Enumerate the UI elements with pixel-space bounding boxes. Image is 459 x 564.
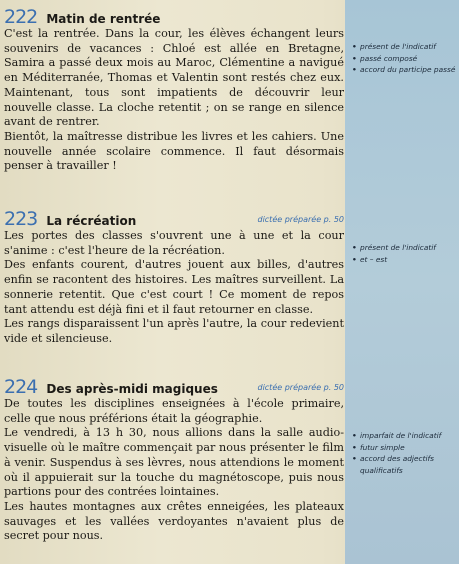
exercise-number: 222 — [4, 6, 38, 28]
grammar-notes-sidebar — [345, 0, 459, 564]
exercise-text — [4, 27, 344, 174]
paragraph: Des enfants courent, d'autres jouent aux billes, d'autres enfin se racontent des histoires. Les maîtres surveillent. La sonnerie retentit. Que c'est court ! Ce moment de repos tant attendu est déjà fini et il faut retourner en classe. — [4, 258, 344, 316]
note-item: • présent de l'indicatif — [352, 243, 436, 252]
note-item: • futur simple — [352, 442, 405, 452]
exercise-223 — [4, 208, 344, 347]
exercise-title: La récréation — [46, 214, 137, 228]
dictation-reference: dictée préparée p. 50 — [257, 383, 344, 392]
exercise-text — [4, 229, 344, 347]
exercise-223-notes — [352, 242, 456, 265]
exercise-text — [4, 397, 344, 544]
note-item: • accord des adjectifs qualificatifs — [352, 454, 434, 475]
exercise-title: Matin de rentrée — [46, 12, 161, 26]
exercise-heading — [4, 6, 344, 27]
exercise-224-notes — [352, 430, 456, 476]
exercise-224 — [4, 376, 344, 544]
paragraph: Les hautes montagnes aux crêtes enneigées, les plateaux sauvages et les vallées verdoyantes n'avaient plus de secret pour nous. — [4, 499, 344, 543]
exercise-number: 224 — [4, 376, 38, 398]
exercise-title: Des après-midi magiques — [46, 382, 218, 396]
paragraph: Les rangs disparaissent l'un après l'autre, la cour redevient vide et silencieuse. — [4, 317, 344, 345]
paragraph: Le vendredi, à 13 h 30, nous allions dans la salle audio-visuelle où le maître commençait par nous présenter le film à venir. Suspendus à ses lèvres, nous attendions le moment où il appuierait sur la touche du magnétoscope, puis nous partions pour des contrées lointaines. — [4, 426, 344, 499]
exercise-number: 223 — [4, 208, 38, 230]
paragraph: Bientôt, la maîtresse distribue les livres et les cahiers. Une nouvelle année scolaire commence. Il faut désormais penser à travailler ! — [4, 129, 344, 173]
note-item: • accord du participe passé — [352, 65, 456, 74]
paragraph: C'est la rentrée. Dans la cour, les élèves échangent leurs souvenirs de vacances : Chloé est allée en Bretagne, Samira a passé deux mois au Maroc, Clémentine a navigué en Méditerranée, Thomas et Valentin sont restés chez eux. Maintenant, tous sont impatients de découvrir leur nouvelle classe. La cloche retentit ; on se range en silence avant de rentrer. — [4, 27, 344, 129]
exercise-222 — [4, 6, 344, 174]
note-item: • et – est — [352, 254, 388, 264]
exercise-222-notes — [352, 41, 456, 76]
paragraph: Les portes des classes s'ouvrent une à une et la cour s'anime : c'est l'heure de la récréation. — [4, 229, 344, 257]
note-item: • présent de l'indicatif — [352, 42, 436, 51]
exercise-heading — [4, 376, 344, 397]
exercise-heading — [4, 208, 344, 229]
note-item: • passé composé — [352, 53, 418, 63]
paragraph: De toutes les disciplines enseignées à l'école primaire, celle que nous préférions était la géographie. — [4, 397, 344, 425]
dictation-reference: dictée préparée p. 50 — [257, 215, 344, 224]
note-item: • imparfait de l'indicatif — [352, 431, 442, 440]
